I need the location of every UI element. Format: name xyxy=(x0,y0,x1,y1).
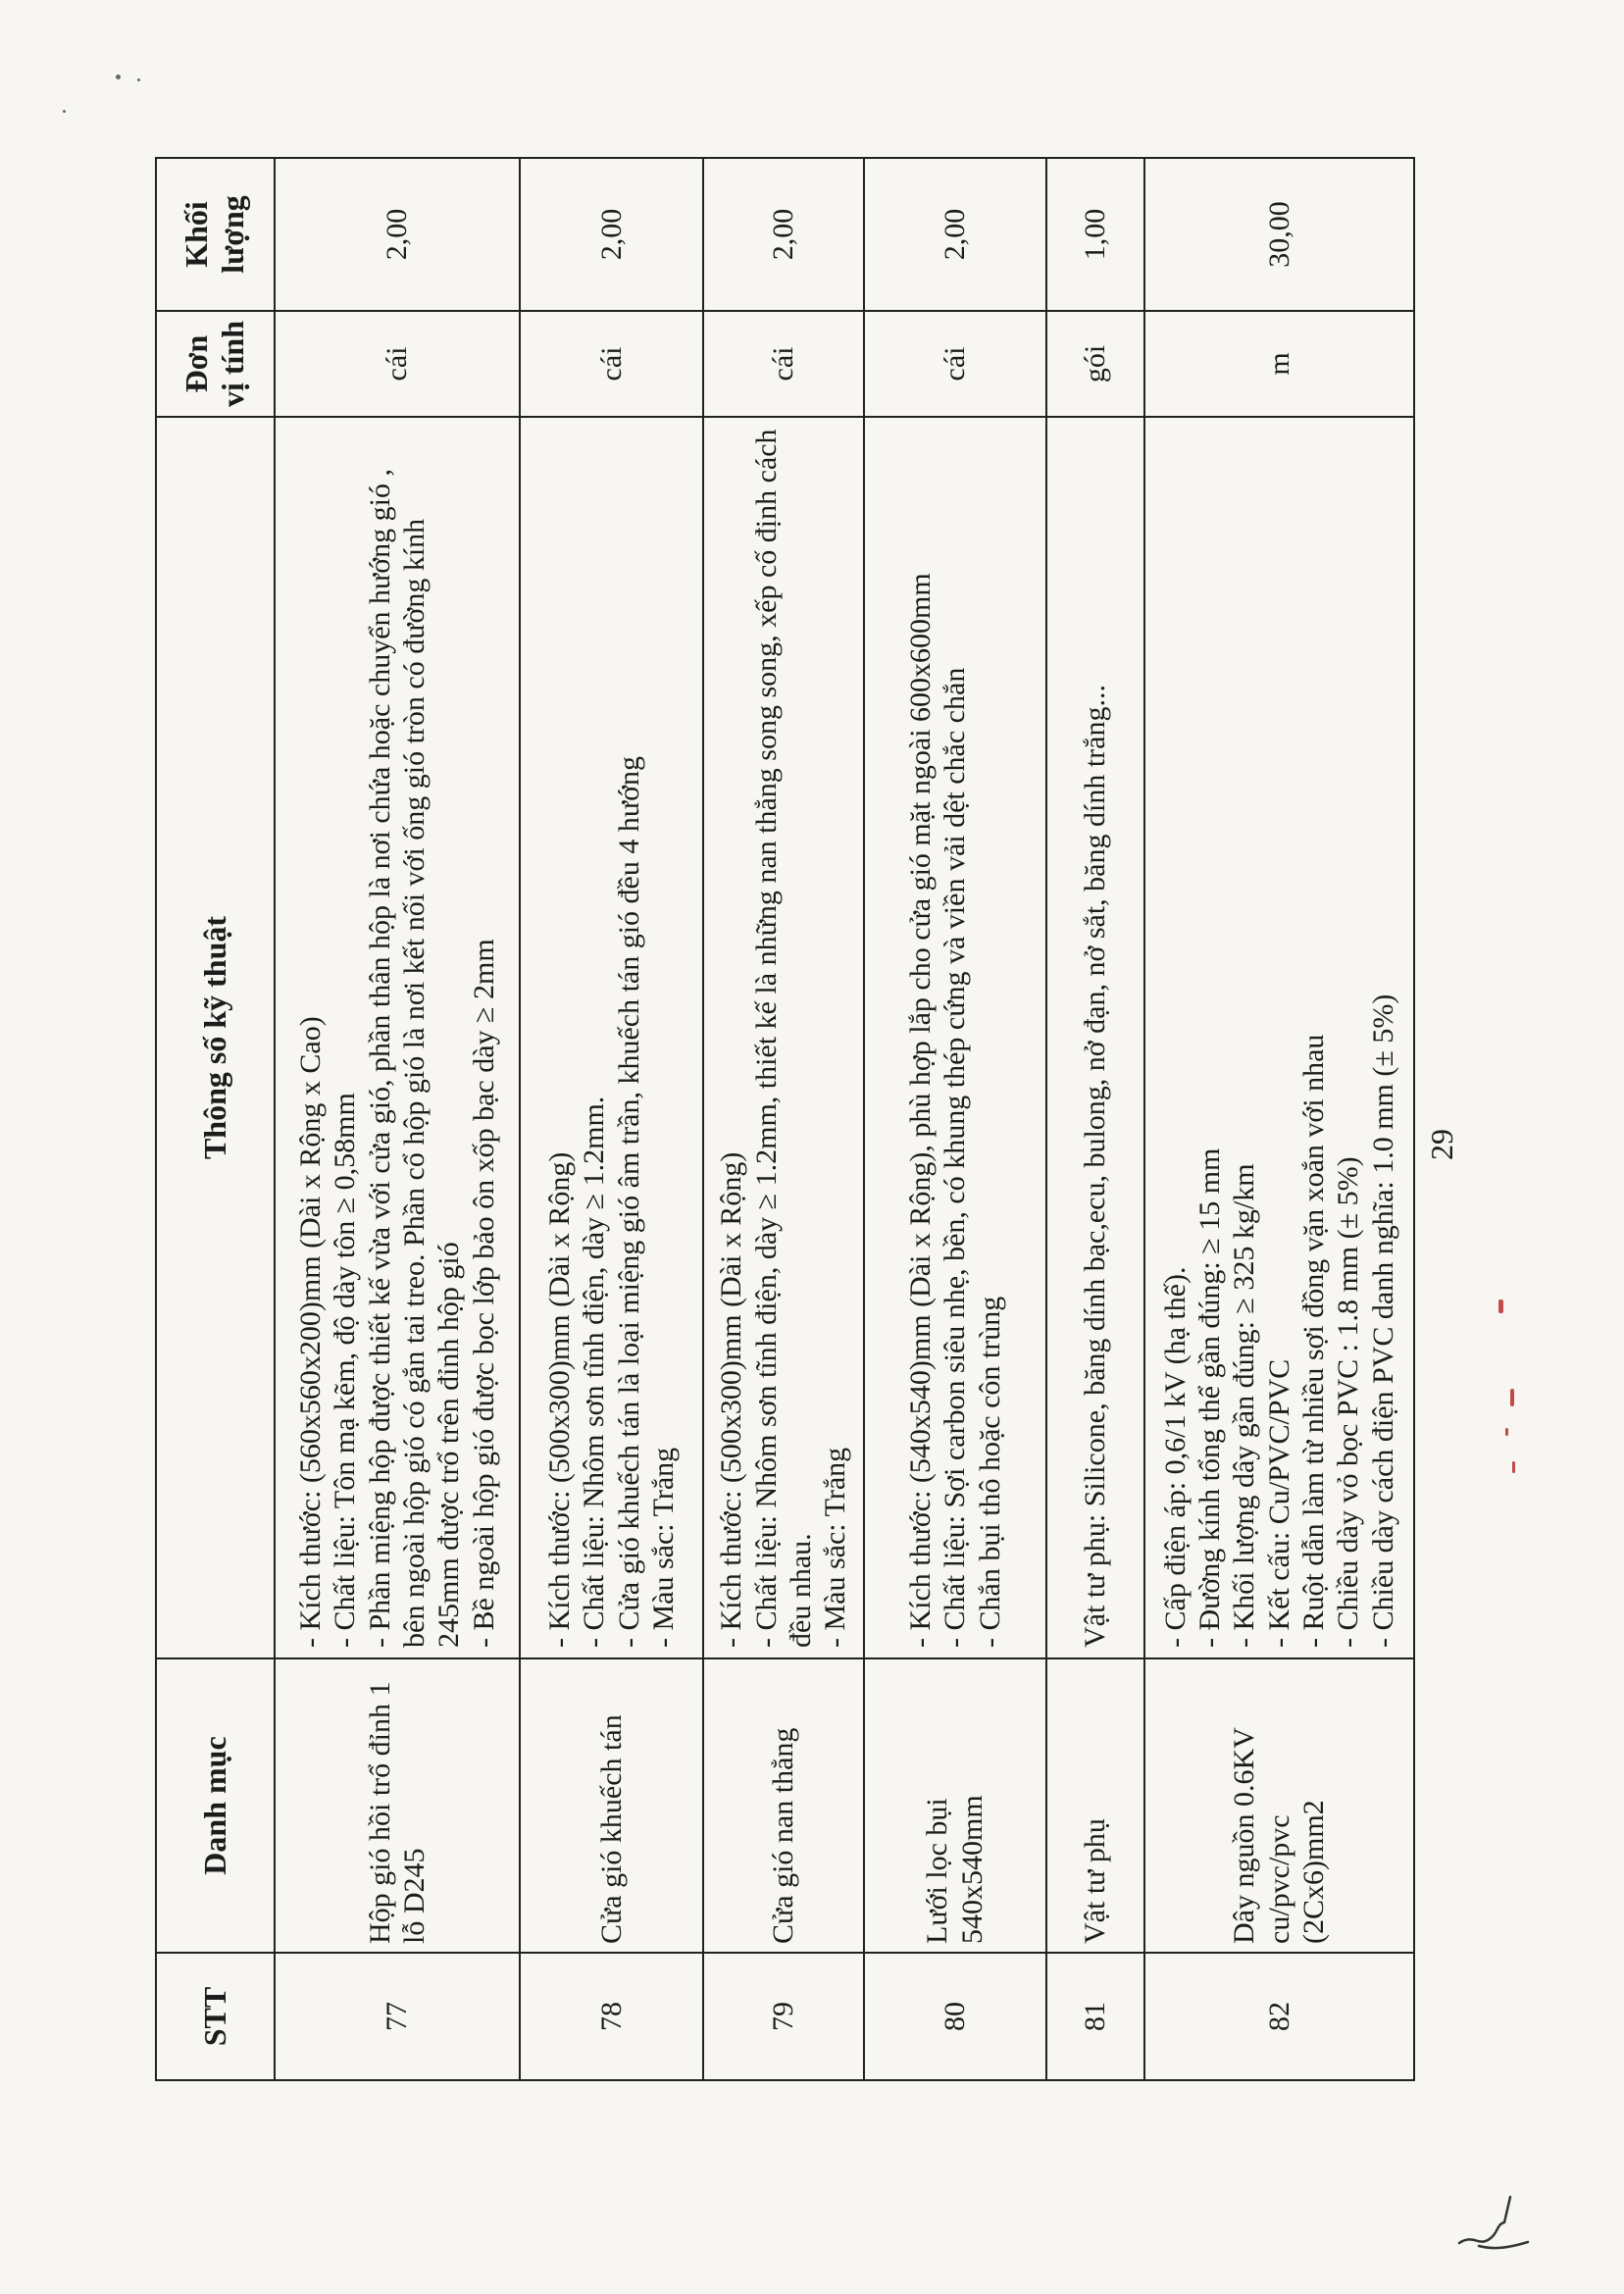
spec-line: - Kết cấu: Cu/PVC/PVC xyxy=(1262,1358,1295,1648)
row-name: Cửa gió khuếch tán xyxy=(520,1658,703,1953)
spec-line: - Khối lượng dây gần đúng: ≥ 325 kg/km xyxy=(1228,1163,1261,1648)
signature-mark xyxy=(1449,2189,1538,2258)
table-header-row xyxy=(156,158,275,2080)
spec-line: - Kích thước: (500x300)mm (Dài x Rộng) xyxy=(542,1151,576,1648)
scan-mark xyxy=(1498,1300,1503,1313)
spec-line: - Màu sắc: Trắng xyxy=(647,1447,681,1648)
rotated-table-wrapper xyxy=(155,159,1415,2081)
scan-speck xyxy=(116,75,121,79)
header-don-vi: Đơn vị tính xyxy=(156,311,275,417)
spec-line: - Chất liệu: Tôn mạ kẽm, độ dày tôn ≥ 0,58mm xyxy=(329,1093,362,1648)
row-name: Lưới lọc bụi 540x540mm xyxy=(864,1658,1046,1953)
row-specs xyxy=(1046,417,1144,1658)
table-row xyxy=(275,158,520,2080)
scan-speck xyxy=(63,110,66,113)
row-unit: cái xyxy=(864,311,1046,417)
spec-line: - Kích thước: (500x300)mm (Dài x Rộng) xyxy=(715,1151,748,1648)
spec-line: - Phần miệng hộp được thiết kế vừa với cửa gió, phần thân hộp là nơi chứa hoặc chuyển hướng gió , bên ngoài hộp gió có gắn tai treo. Phần cổ hộp gió là nơi kết nối với ống gió tròn có đường kính 245mm được trổ trên đỉnh hộp gió xyxy=(363,469,466,1648)
row-qty: 2,00 xyxy=(520,158,703,311)
row-stt: 79 xyxy=(703,1953,864,2080)
header-stt: STT xyxy=(156,1953,275,2080)
row-specs xyxy=(520,417,703,1658)
row-qty: 30,00 xyxy=(1144,158,1414,311)
spec-line: - Màu sắc: Trắng xyxy=(819,1447,852,1648)
spec-line: - Ruột dẫn làm từ nhiều sợi đồng vặn xoắn với nhau xyxy=(1297,1034,1331,1648)
spec-line: - Chiều dày vỏ bọc PVC : 1.8 mm (± 5%) xyxy=(1332,1156,1365,1648)
spec-line: - Chất liệu: Nhôm sơn tĩnh điện, dày ≥ 1.2mm, thiết kế là những nan thẳng song song, xếp cố định cách đều nhau. xyxy=(749,429,818,1648)
table-row xyxy=(1046,158,1144,2080)
row-stt: 77 xyxy=(275,1953,520,2080)
scan-mark xyxy=(1505,1428,1508,1436)
spec-line: - Kích thước: (540x540)mm (Dài x Rộng), phù hợp lắp cho cửa gió mặt ngoài 600x600mm xyxy=(903,573,937,1648)
spec-line: - Cấp điện áp: 0,6/1 kV (hạ thế). xyxy=(1158,1266,1192,1648)
header-thong-so: Thông số kỹ thuật xyxy=(156,417,275,1658)
row-stt: 81 xyxy=(1046,1953,1144,2080)
spec-line: - Đường kính tổng thể gần đúng: ≥ 15 mm xyxy=(1193,1147,1226,1648)
row-unit: gói xyxy=(1046,311,1144,417)
row-specs xyxy=(703,417,864,1658)
page-number: 29 xyxy=(1424,1129,1459,1160)
row-unit: cái xyxy=(520,311,703,417)
row-stt: 78 xyxy=(520,1953,703,2080)
row-unit: cái xyxy=(275,311,520,417)
scan-mark xyxy=(1510,1389,1514,1406)
scan-mark xyxy=(1512,1461,1515,1473)
row-name: Cửa gió nan thẳng xyxy=(703,1658,864,1953)
spec-line: Vật tư phụ: Silicone, băng dính bạc,ecu, bulong, nở đạn, nở sắt, băng dính trắng... xyxy=(1079,685,1112,1648)
spec-line: - Cửa gió khuếch tán là loại miệng gió âm trần, khuếch tán gió đều 4 hướng xyxy=(612,756,645,1648)
row-specs xyxy=(275,417,520,1658)
spec-line: - Chất liệu: Sợi carbon siêu nhẹ, bền, có khung thép cứng và viền vải dệt chắc chắn xyxy=(939,667,972,1648)
spec-line: - Chắn bụi thô hoặc côn trùng xyxy=(973,1296,1006,1648)
row-specs xyxy=(864,417,1046,1658)
row-unit: m xyxy=(1144,311,1414,417)
row-qty: 2,00 xyxy=(864,158,1046,311)
header-khoi-luong: Khối lượng xyxy=(156,158,275,311)
row-specs xyxy=(1144,417,1414,1658)
table-row xyxy=(1144,158,1414,2080)
row-qty: 2,00 xyxy=(703,158,864,311)
spec-line: - Kích thước: (560x560x200)mm (Dài x Rộng x Cao) xyxy=(293,1016,327,1648)
table-row xyxy=(703,158,864,2080)
row-unit: cái xyxy=(703,311,864,417)
spec-table xyxy=(155,157,1415,2081)
row-name: Hộp gió hồi trổ đỉnh 1 lỗ D245 xyxy=(275,1658,520,1953)
spec-line: - Chất liệu: Nhôm sơn tĩnh điện, dày ≥ 1.2mm. xyxy=(578,1096,611,1648)
table-row xyxy=(864,158,1046,2080)
row-stt: 82 xyxy=(1144,1953,1414,2080)
header-danh-muc: Danh mục xyxy=(156,1658,275,1953)
scan-speck xyxy=(137,78,140,81)
spec-line: - Bề ngoài hộp gió được bọc lớp bảo ôn xốp bạc dày ≥ 2mm xyxy=(467,939,500,1648)
row-name: Dây nguồn 0.6KV cu/pvc/pvc (2Cx6)mm2 xyxy=(1144,1658,1414,1953)
spec-line: - Chiều dày cách điện PVC danh nghĩa: 1.0 mm (± 5%) xyxy=(1366,994,1399,1648)
row-stt: 80 xyxy=(864,1953,1046,2080)
row-qty: 2,00 xyxy=(275,158,520,311)
row-name: Vật tư phụ xyxy=(1046,1658,1144,1953)
table-row xyxy=(520,158,703,2080)
row-qty: 1,00 xyxy=(1046,158,1144,311)
